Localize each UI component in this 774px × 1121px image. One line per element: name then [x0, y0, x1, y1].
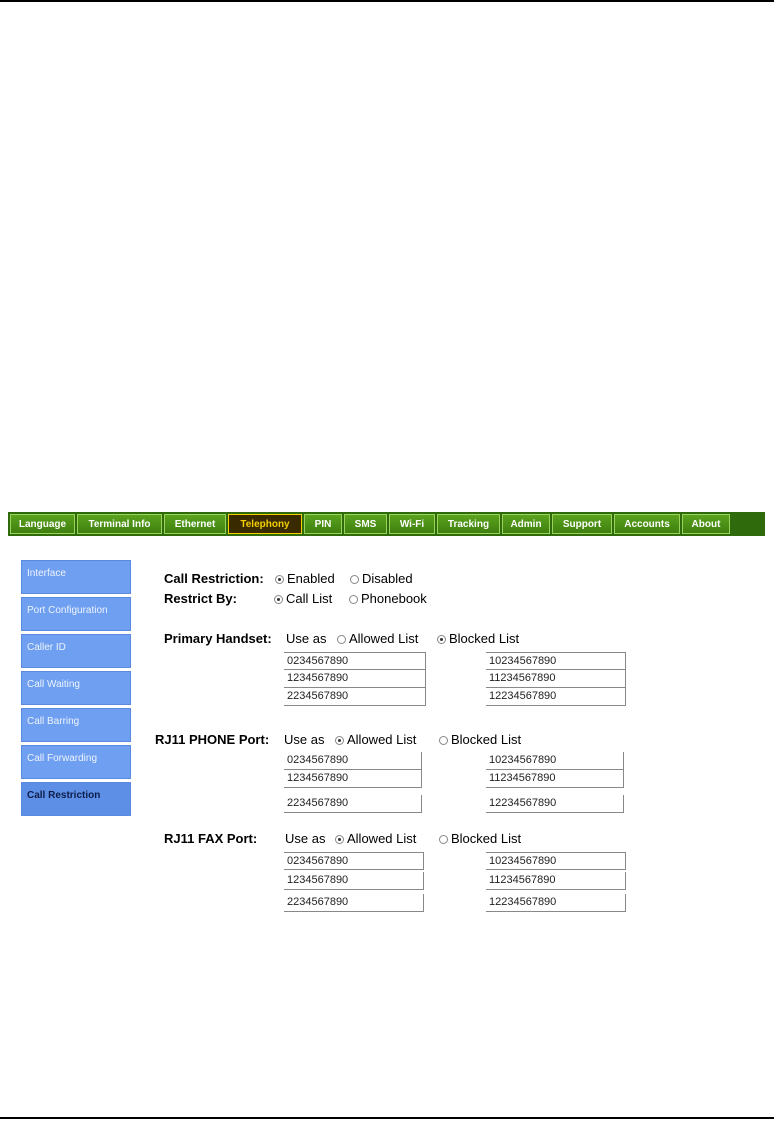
top-nav [8, 512, 765, 536]
phone-allowed-label: Allowed List [347, 732, 417, 747]
primary-use-as-label: Use as [286, 631, 327, 646]
call-list-label: Call List [286, 591, 333, 606]
tab-about[interactable]: About [682, 514, 730, 534]
radio-disabled[interactable] [350, 575, 359, 584]
disabled-label: Disabled [362, 571, 413, 586]
sidebar [21, 560, 131, 819]
phone-left-number-3[interactable]: 2234567890 [284, 795, 422, 813]
tab-pin[interactable]: PIN [304, 514, 342, 534]
restrict-by-phonebook-option[interactable] [349, 591, 427, 606]
tab-tracking[interactable]: Tracking [437, 514, 500, 534]
phone-blocked-option[interactable] [439, 732, 521, 747]
bottom-rule [0, 1117, 774, 1119]
fax-left-number-3[interactable]: 2234567890 [284, 894, 424, 912]
primary-allowed-label: Allowed List [349, 631, 419, 646]
primary-right-number-3[interactable]: 12234567890 [486, 688, 626, 706]
tab-support[interactable]: Support [552, 514, 612, 534]
primary-handset-label: Primary Handset: [164, 631, 272, 646]
primary-right-number-2[interactable]: 11234567890 [486, 670, 626, 688]
tab-sms[interactable]: SMS [344, 514, 387, 534]
sidebar-item-caller-id[interactable]: Caller ID [21, 634, 131, 668]
tab-telephony[interactable]: Telephony [228, 514, 302, 534]
phone-right-number-2[interactable]: 11234567890 [486, 770, 624, 788]
radio-phone-allowed[interactable] [335, 736, 344, 745]
radio-fax-allowed[interactable] [335, 835, 344, 844]
sidebar-item-port-configuration[interactable]: Port Configuration [21, 597, 131, 631]
phone-blocked-label: Blocked List [451, 732, 522, 747]
fax-blocked-option[interactable] [439, 831, 521, 846]
tab-wifi[interactable]: Wi-Fi [389, 514, 435, 534]
radio-enabled[interactable] [275, 575, 284, 584]
tab-language[interactable]: Language [10, 514, 75, 534]
primary-left-number-1[interactable]: 0234567890 [284, 652, 426, 670]
fax-right-number-3[interactable]: 12234567890 [486, 894, 626, 912]
primary-left-number-3[interactable]: 2234567890 [284, 688, 426, 706]
fax-use-as-label: Use as [285, 831, 326, 846]
restriction-enabled-option[interactable] [275, 571, 335, 586]
restriction-disabled-option[interactable] [350, 571, 413, 586]
fax-right-number-2[interactable]: 11234567890 [486, 872, 626, 890]
tab-accounts[interactable]: Accounts [614, 514, 680, 534]
phone-left-number-1[interactable]: 0234567890 [284, 752, 422, 770]
primary-blocked-label: Blocked List [449, 631, 520, 646]
radio-phone-blocked[interactable] [439, 736, 448, 745]
radio-fax-blocked[interactable] [439, 835, 448, 844]
primary-blocked-option[interactable] [437, 631, 519, 646]
sidebar-item-call-forwarding[interactable]: Call Forwarding [21, 745, 131, 779]
rj11-phone-port-label: RJ11 PHONE Port: [155, 732, 270, 747]
sidebar-item-call-waiting[interactable]: Call Waiting [21, 671, 131, 705]
enabled-label: Enabled [287, 571, 335, 586]
primary-allowed-option[interactable] [337, 631, 418, 646]
phone-right-number-1[interactable]: 10234567890 [486, 752, 624, 770]
fax-left-number-1[interactable]: 0234567890 [284, 852, 424, 870]
restrict-by-call-list-option[interactable] [274, 591, 332, 606]
primary-right-number-1[interactable]: 10234567890 [486, 652, 626, 670]
phone-left-number-2[interactable]: 1234567890 [284, 770, 422, 788]
primary-left-number-2[interactable]: 1234567890 [284, 670, 426, 688]
fax-allowed-option[interactable] [335, 831, 416, 846]
rj11-fax-port-label: RJ11 FAX Port: [164, 831, 258, 846]
phone-allowed-option[interactable] [335, 732, 416, 747]
phonebook-label: Phonebook [361, 591, 427, 606]
fax-right-number-1[interactable]: 10234567890 [486, 852, 626, 870]
restrict-by-label: Restrict By: [164, 591, 237, 606]
call-restriction-label: Call Restriction: [164, 571, 264, 586]
sidebar-item-call-restriction[interactable]: Call Restriction [21, 782, 131, 816]
sidebar-item-interface[interactable]: Interface [21, 560, 131, 594]
tab-terminal-info[interactable]: Terminal Info [77, 514, 162, 534]
fax-allowed-label: Allowed List [347, 831, 417, 846]
phone-use-as-label: Use as [284, 732, 325, 747]
radio-phonebook[interactable] [349, 595, 358, 604]
tab-ethernet[interactable]: Ethernet [164, 514, 226, 534]
top-rule [0, 0, 774, 2]
radio-primary-allowed[interactable] [337, 635, 346, 644]
phone-right-number-3[interactable]: 12234567890 [486, 795, 624, 813]
sidebar-item-call-barring[interactable]: Call Barring [21, 708, 131, 742]
radio-primary-blocked[interactable] [437, 635, 446, 644]
fax-blocked-label: Blocked List [451, 831, 522, 846]
tab-admin[interactable]: Admin [502, 514, 550, 534]
fax-left-number-2[interactable]: 1234567890 [284, 872, 424, 890]
radio-call-list[interactable] [274, 595, 283, 604]
